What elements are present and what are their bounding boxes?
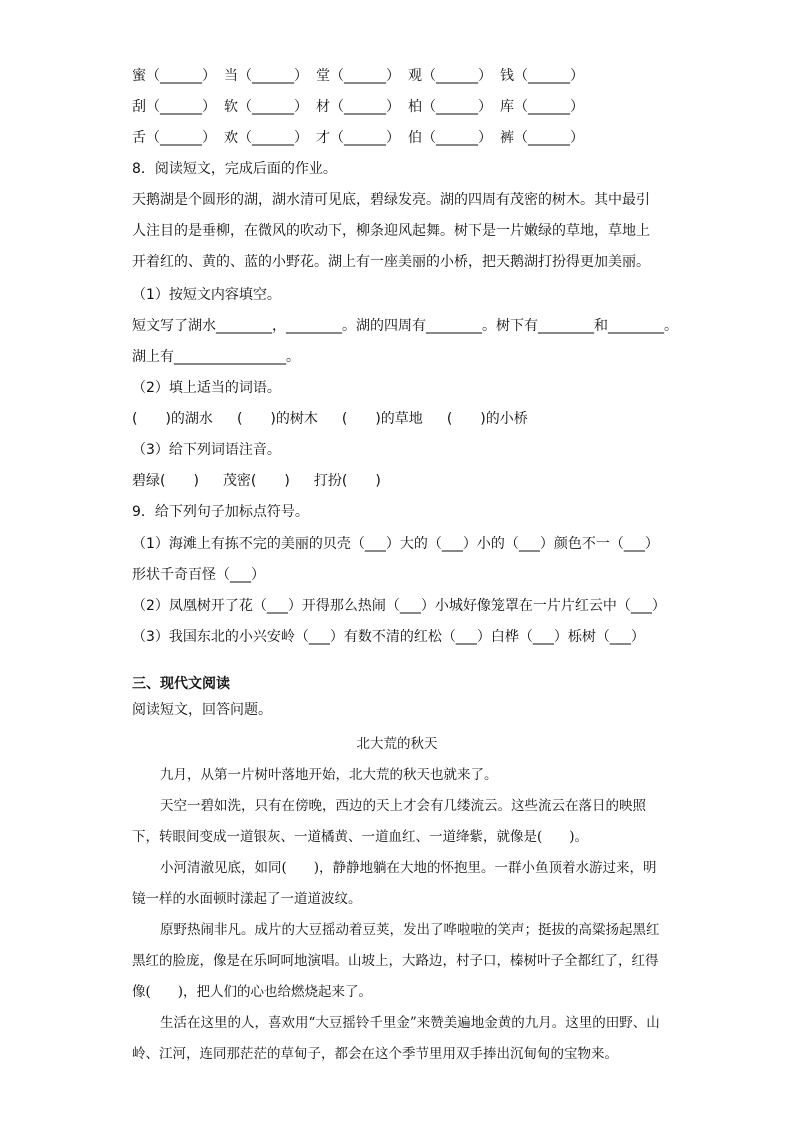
q9-sentence-1b: 形状千奇百怪（___） bbox=[132, 567, 265, 583]
q8-words3 bbox=[132, 471, 693, 491]
q9-title: 9．给下列句子加标点符号。 bbox=[132, 504, 309, 520]
q9-sentence-3: （3）我国东北的小兴安岭（___）有数不清的红松（___）白桦（___）栎树（___） bbox=[132, 629, 645, 645]
passage-paragraph-4: 原野热闹非凡。成片的大豆摇动着豆荚，发出了哗啦啦的笑声；挺拔的高粱扬起黑红黑红的脸庞，像是在乐呵呵地演唱。山坡上，大路边，村子口，榛树叶子全都红了，红得像( )，把人们的心也给燃烧起来了。 bbox=[132, 922, 660, 1000]
q8-passage: 天鹅湖是个圆形的湖，湖水清可见底，碧绿发亮。湖的四周有茂密的树木。其中最引人注目的是垂柳，在微风的吹动下，柳条迎风起舞。树下是一片嫩绿的草地，草地上开着红的、黄的、蓝的小野花。湖上有一座美丽的小桥，把天鹅湖打扮得更加美丽。 bbox=[132, 192, 650, 270]
word-item: 碧绿( ) bbox=[132, 473, 199, 489]
char-item: 蜜（______） bbox=[132, 68, 216, 84]
passage-paragraph-2: 天空一碧如洗，只有在傍晚，西边的天上才会有几缕流云。这些流云在落日的映照下，转眼间变成一道银灰、一道橘黄、一道血红、一道绛紫，就像是( )。 bbox=[132, 798, 646, 845]
char-item: 才（______） bbox=[316, 130, 400, 146]
char-item: 当（______） bbox=[224, 68, 308, 84]
char-item: 堂（______） bbox=[316, 68, 400, 84]
q8-fill1: 短文写了湖水________，________。湖的四周有________。树下有________和________。 bbox=[132, 318, 678, 334]
q8-words2 bbox=[132, 409, 693, 429]
word-item: 打扮( ) bbox=[313, 473, 381, 489]
word-item: ( )的小桥 bbox=[446, 411, 528, 427]
section-title: 三、现代文阅读 bbox=[132, 676, 230, 692]
section-instruction: 阅读短文，回答问题。 bbox=[132, 702, 272, 718]
char-row-2 bbox=[132, 97, 693, 117]
char-item: 舌（______） bbox=[132, 130, 216, 146]
char-item: 裤（______） bbox=[500, 130, 584, 146]
q9-sentence-2: （2）凤凰树开了花（___）开得那么热闹（___）小城好像笼罩在一片片红云中（___） bbox=[132, 598, 666, 614]
passage-title: 北大荒的秋天 bbox=[356, 736, 438, 752]
char-item: 伯（______） bbox=[408, 130, 492, 146]
word-item: ( )的树木 bbox=[236, 411, 318, 427]
word-item: ( )的草地 bbox=[341, 411, 423, 427]
char-item: 材（______） bbox=[316, 99, 400, 115]
char-item: 库（______） bbox=[500, 99, 584, 115]
char-item: 欢（______） bbox=[224, 130, 308, 146]
q8-sub1: （1）按短文内容填空。 bbox=[132, 287, 281, 303]
passage-paragraph-1: 九月，从第一片树叶落地开始，北大荒的秋天也就来了。 bbox=[160, 767, 498, 783]
char-item: 柏（______） bbox=[408, 99, 492, 115]
q8-title: 8．阅读短文，完成后面的作业。 bbox=[132, 161, 337, 177]
q8-sub2: （2）填上适当的词语。 bbox=[132, 380, 281, 396]
word-item: ( )的湖水 bbox=[132, 411, 213, 427]
q8-sub3: （3）给下列词语注音。 bbox=[132, 442, 281, 458]
char-row-3 bbox=[132, 128, 693, 148]
char-item: 刮（______） bbox=[132, 99, 216, 115]
q8-fill2: 湖上有________________。 bbox=[132, 349, 300, 365]
char-item: 软（______） bbox=[224, 99, 308, 115]
char-item: 观（______） bbox=[408, 68, 492, 84]
passage-paragraph-5: 生活在这里的人，喜欢用“大豆摇铃千里金”来赞美遍地金黄的九月。这里的田野、山岭、江河，连同那茫茫的草甸子，都会在这个季节里用双手捧出沉甸甸的宝物来。 bbox=[132, 1015, 660, 1062]
q9-sentence-1: （1）海滩上有拣不完的美丽的贝壳（___）大的（___）小的（___）颜色不一（___） bbox=[132, 536, 659, 552]
char-row-1 bbox=[132, 66, 693, 86]
char-item: 钱（______） bbox=[500, 68, 584, 84]
word-item: 茂密( ) bbox=[222, 473, 290, 489]
passage-paragraph-3: 小河清澈见底，如同( )，静静地躺在大地的怀抱里。一群小鱼顶着水游过来，明镜一样的水面顿时漾起了一道道波纹。 bbox=[132, 860, 657, 907]
